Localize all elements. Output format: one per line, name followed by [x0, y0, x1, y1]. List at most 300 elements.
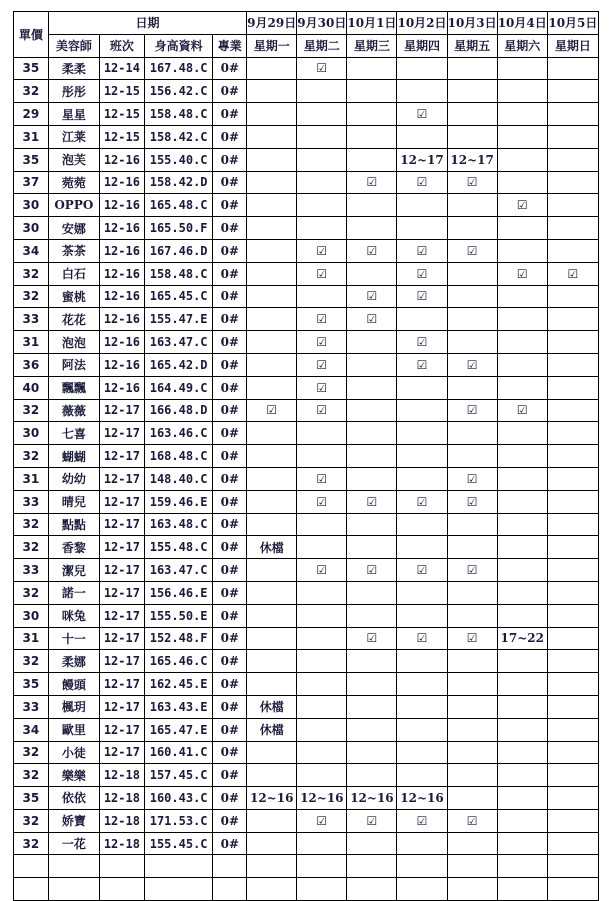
- checkbox-checked-icon[interactable]: ☑: [397, 559, 447, 582]
- spec-header: 專業: [213, 34, 247, 57]
- day-cell[interactable]: 12~16: [297, 787, 347, 810]
- checkbox-checked-icon[interactable]: ☑: [397, 353, 447, 376]
- day-cell[interactable]: [447, 741, 497, 764]
- day-cell[interactable]: [547, 604, 598, 627]
- day-cell[interactable]: [247, 673, 297, 696]
- checkbox-checked-icon[interactable]: ☑: [397, 490, 447, 513]
- day-cell[interactable]: [547, 80, 598, 103]
- day-cell[interactable]: [297, 445, 347, 468]
- day-cell[interactable]: [547, 627, 598, 650]
- day-cell[interactable]: [347, 536, 397, 559]
- day-cell[interactable]: [247, 308, 297, 331]
- day-cell[interactable]: [547, 513, 598, 536]
- day-cell[interactable]: [497, 490, 547, 513]
- day-cell[interactable]: [547, 125, 598, 148]
- day-cell[interactable]: [397, 832, 447, 855]
- day-cell[interactable]: [247, 331, 297, 354]
- day-cell[interactable]: 休檔: [247, 536, 297, 559]
- day-cell[interactable]: [497, 171, 547, 194]
- day-cell[interactable]: [497, 764, 547, 787]
- day-cell[interactable]: [247, 217, 297, 240]
- day-cell[interactable]: [347, 103, 397, 126]
- day-cell[interactable]: [447, 536, 497, 559]
- day-cell[interactable]: [297, 285, 347, 308]
- day-cell[interactable]: [547, 536, 598, 559]
- checkbox-checked-icon[interactable]: ☑: [297, 239, 347, 262]
- day-cell[interactable]: [347, 331, 397, 354]
- day-cell[interactable]: [547, 718, 598, 741]
- checkbox-checked-icon[interactable]: ☑: [297, 57, 347, 80]
- empty-row: [14, 855, 599, 878]
- day-cell[interactable]: [247, 741, 297, 764]
- day-cell[interactable]: [347, 194, 397, 217]
- day-cell[interactable]: [297, 627, 347, 650]
- day-cell[interactable]: [447, 376, 497, 399]
- day-cell[interactable]: [247, 80, 297, 103]
- day-cell[interactable]: [497, 787, 547, 810]
- day-cell[interactable]: [447, 125, 497, 148]
- checkbox-checked-icon[interactable]: ☑: [397, 809, 447, 832]
- day-cell[interactable]: [447, 718, 497, 741]
- empty-cell[interactable]: [247, 855, 297, 878]
- day-cell[interactable]: [297, 171, 347, 194]
- empty-cell[interactable]: [213, 878, 247, 901]
- empty-cell[interactable]: [14, 855, 49, 878]
- day-cell[interactable]: [297, 581, 347, 604]
- day-cell[interactable]: [347, 513, 397, 536]
- empty-cell[interactable]: [547, 855, 598, 878]
- day-cell[interactable]: [547, 764, 598, 787]
- day-cell[interactable]: [247, 103, 297, 126]
- day-cell[interactable]: [397, 718, 447, 741]
- day-cell[interactable]: [247, 832, 297, 855]
- day-cell[interactable]: [297, 103, 347, 126]
- table-row: [14, 148, 599, 171]
- day-cell[interactable]: [397, 399, 447, 422]
- day-cell[interactable]: [347, 581, 397, 604]
- day-cell[interactable]: 休檔: [247, 718, 297, 741]
- day-cell[interactable]: [347, 422, 397, 445]
- day-cell[interactable]: [297, 148, 347, 171]
- day-cell[interactable]: [547, 194, 598, 217]
- day-cell[interactable]: [547, 422, 598, 445]
- day-cell[interactable]: [547, 445, 598, 468]
- spec-cell: 0#: [213, 422, 247, 445]
- day-cell[interactable]: [497, 148, 547, 171]
- empty-cell[interactable]: [144, 855, 213, 878]
- checkbox-checked-icon[interactable]: ☑: [447, 239, 497, 262]
- day-cell[interactable]: [447, 262, 497, 285]
- checkbox-checked-icon[interactable]: ☑: [497, 262, 547, 285]
- day-cell[interactable]: [347, 80, 397, 103]
- day-cell[interactable]: [247, 559, 297, 582]
- empty-cell[interactable]: [297, 855, 347, 878]
- checkbox-checked-icon[interactable]: ☑: [497, 194, 547, 217]
- empty-cell[interactable]: [497, 878, 547, 901]
- day-cell[interactable]: [497, 467, 547, 490]
- empty-cell[interactable]: [347, 878, 397, 901]
- day-cell[interactable]: [347, 399, 397, 422]
- day-cell[interactable]: [247, 285, 297, 308]
- day-cell[interactable]: [297, 422, 347, 445]
- day-cell[interactable]: [547, 285, 598, 308]
- name-cell: 柔柔: [48, 57, 99, 80]
- empty-cell[interactable]: [397, 878, 447, 901]
- day-cell[interactable]: [297, 80, 347, 103]
- day-cell[interactable]: [347, 467, 397, 490]
- checkbox-checked-icon[interactable]: ☑: [347, 809, 397, 832]
- day-cell[interactable]: [547, 809, 598, 832]
- day-cell[interactable]: [247, 353, 297, 376]
- day-cell[interactable]: [247, 650, 297, 673]
- checkbox-checked-icon[interactable]: ☑: [447, 171, 497, 194]
- checkbox-checked-icon[interactable]: ☑: [297, 399, 347, 422]
- spec-cell: 0#: [213, 787, 247, 810]
- day-cell[interactable]: [397, 376, 447, 399]
- name-cell: 晴兒: [48, 490, 99, 513]
- day-cell[interactable]: [297, 536, 347, 559]
- checkbox-checked-icon[interactable]: ☑: [347, 627, 397, 650]
- day-cell[interactable]: [547, 787, 598, 810]
- checkbox-checked-icon[interactable]: ☑: [397, 171, 447, 194]
- day-cell[interactable]: [397, 581, 447, 604]
- day-cell[interactable]: 休檔: [247, 695, 297, 718]
- name-cell: 一花: [48, 832, 99, 855]
- day-cell[interactable]: [547, 673, 598, 696]
- day-cell[interactable]: [547, 239, 598, 262]
- day-cell[interactable]: [497, 445, 547, 468]
- weekday-header-3: 星期四: [397, 34, 447, 57]
- day-cell[interactable]: [397, 695, 447, 718]
- day-cell[interactable]: [347, 262, 397, 285]
- empty-cell[interactable]: [447, 878, 497, 901]
- checkbox-checked-icon[interactable]: ☑: [447, 399, 497, 422]
- day-cell[interactable]: [247, 422, 297, 445]
- price-cell: 32: [14, 536, 49, 559]
- day-cell[interactable]: [347, 148, 397, 171]
- day-cell[interactable]: [447, 285, 497, 308]
- day-cell[interactable]: [447, 80, 497, 103]
- day-cell[interactable]: [397, 764, 447, 787]
- day-cell[interactable]: [297, 832, 347, 855]
- price-cell: 35: [14, 57, 49, 80]
- day-cell[interactable]: [397, 741, 447, 764]
- day-cell[interactable]: [447, 57, 497, 80]
- spec-cell: 0#: [213, 308, 247, 331]
- day-cell[interactable]: [247, 445, 297, 468]
- day-cell[interactable]: [247, 490, 297, 513]
- day-cell[interactable]: [547, 467, 598, 490]
- date-header: 日期: [48, 12, 246, 35]
- empty-cell[interactable]: [397, 855, 447, 878]
- day-cell[interactable]: [347, 695, 397, 718]
- checkbox-checked-icon[interactable]: ☑: [397, 627, 447, 650]
- class-cell: 12-15: [99, 103, 144, 126]
- day-cell[interactable]: [497, 57, 547, 80]
- day-cell[interactable]: [247, 148, 297, 171]
- empty-cell[interactable]: [297, 878, 347, 901]
- checkbox-checked-icon[interactable]: ☑: [297, 490, 347, 513]
- day-cell[interactable]: [347, 718, 397, 741]
- day-cell[interactable]: [497, 422, 547, 445]
- day-cell[interactable]: [497, 581, 547, 604]
- empty-cell[interactable]: [144, 878, 213, 901]
- day-cell[interactable]: [347, 764, 397, 787]
- empty-cell[interactable]: [213, 855, 247, 878]
- day-cell[interactable]: 17~22: [497, 627, 547, 650]
- day-cell[interactable]: [547, 832, 598, 855]
- empty-cell[interactable]: [497, 855, 547, 878]
- empty-cell[interactable]: [247, 878, 297, 901]
- day-cell[interactable]: [497, 308, 547, 331]
- checkbox-checked-icon[interactable]: ☑: [347, 285, 397, 308]
- day-cell[interactable]: [297, 513, 347, 536]
- body-data-cell: 148.40.C: [144, 467, 213, 490]
- day-cell[interactable]: [347, 650, 397, 673]
- checkbox-checked-icon[interactable]: ☑: [447, 559, 497, 582]
- day-cell[interactable]: 12~16: [397, 787, 447, 810]
- day-cell[interactable]: [447, 217, 497, 240]
- checkbox-checked-icon[interactable]: ☑: [397, 262, 447, 285]
- day-cell[interactable]: [397, 217, 447, 240]
- day-cell[interactable]: [247, 171, 297, 194]
- table-row: [14, 604, 599, 627]
- day-cell[interactable]: [397, 467, 447, 490]
- day-cell[interactable]: [547, 353, 598, 376]
- day-cell[interactable]: [397, 673, 447, 696]
- day-cell[interactable]: [547, 103, 598, 126]
- day-cell[interactable]: [547, 399, 598, 422]
- day-cell[interactable]: [397, 80, 447, 103]
- day-cell[interactable]: [547, 331, 598, 354]
- table-row: [14, 353, 599, 376]
- day-cell[interactable]: [397, 536, 447, 559]
- day-cell[interactable]: [447, 422, 497, 445]
- checkbox-checked-icon[interactable]: ☑: [547, 262, 598, 285]
- day-cell[interactable]: [547, 559, 598, 582]
- day-cell[interactable]: [547, 695, 598, 718]
- day-cell[interactable]: [297, 604, 347, 627]
- day-cell[interactable]: [247, 581, 297, 604]
- day-cell[interactable]: 12~16: [347, 787, 397, 810]
- day-cell[interactable]: [347, 832, 397, 855]
- checkbox-checked-icon[interactable]: ☑: [447, 353, 497, 376]
- body-data-cell: 168.48.C: [144, 445, 213, 468]
- name-cell: 七喜: [48, 422, 99, 445]
- checkbox-checked-icon[interactable]: ☑: [297, 262, 347, 285]
- day-cell[interactable]: [447, 194, 497, 217]
- checkbox-checked-icon[interactable]: ☑: [397, 239, 447, 262]
- day-cell[interactable]: [547, 57, 598, 80]
- day-cell[interactable]: [247, 764, 297, 787]
- day-cell[interactable]: [447, 581, 497, 604]
- day-cell[interactable]: [447, 787, 497, 810]
- checkbox-checked-icon[interactable]: ☑: [347, 559, 397, 582]
- day-cell[interactable]: [547, 171, 598, 194]
- day-cell[interactable]: [297, 695, 347, 718]
- day-cell[interactable]: [247, 604, 297, 627]
- checkbox-checked-icon[interactable]: ☑: [447, 467, 497, 490]
- checkbox-checked-icon[interactable]: ☑: [397, 285, 447, 308]
- day-cell[interactable]: 12~17: [447, 148, 497, 171]
- day-cell[interactable]: [447, 673, 497, 696]
- empty-cell[interactable]: [347, 855, 397, 878]
- day-cell[interactable]: [497, 604, 547, 627]
- spec-cell: 0#: [213, 376, 247, 399]
- checkbox-checked-icon[interactable]: ☑: [297, 331, 347, 354]
- checkbox-checked-icon[interactable]: ☑: [297, 308, 347, 331]
- spec-cell: 0#: [213, 559, 247, 582]
- day-cell[interactable]: [497, 217, 547, 240]
- day-cell[interactable]: [547, 650, 598, 673]
- day-cell[interactable]: [497, 559, 547, 582]
- day-cell[interactable]: [547, 217, 598, 240]
- day-cell[interactable]: [447, 604, 497, 627]
- day-cell[interactable]: [347, 125, 397, 148]
- checkbox-checked-icon[interactable]: ☑: [297, 376, 347, 399]
- day-cell[interactable]: [247, 125, 297, 148]
- checkbox-checked-icon[interactable]: ☑: [397, 331, 447, 354]
- day-cell[interactable]: [447, 513, 497, 536]
- day-cell[interactable]: [397, 57, 447, 80]
- day-cell[interactable]: [297, 650, 347, 673]
- empty-cell[interactable]: [447, 855, 497, 878]
- day-cell[interactable]: [397, 194, 447, 217]
- spec-cell: 0#: [213, 331, 247, 354]
- checkbox-checked-icon[interactable]: ☑: [447, 490, 497, 513]
- checkbox-checked-icon[interactable]: ☑: [297, 353, 347, 376]
- day-cell[interactable]: [297, 764, 347, 787]
- day-cell[interactable]: [497, 103, 547, 126]
- table-row: [14, 718, 599, 741]
- day-cell[interactable]: [297, 217, 347, 240]
- price-cell: 32: [14, 445, 49, 468]
- day-cell[interactable]: [447, 103, 497, 126]
- day-cell[interactable]: [547, 490, 598, 513]
- day-cell[interactable]: [497, 331, 547, 354]
- day-cell[interactable]: [397, 308, 447, 331]
- table-row: [14, 627, 599, 650]
- checkbox-checked-icon[interactable]: ☑: [297, 467, 347, 490]
- day-cell[interactable]: [547, 148, 598, 171]
- empty-cell[interactable]: [99, 855, 144, 878]
- day-cell[interactable]: [247, 239, 297, 262]
- day-cell[interactable]: [447, 650, 497, 673]
- day-cell[interactable]: [497, 718, 547, 741]
- day-cell[interactable]: [447, 764, 497, 787]
- day-cell[interactable]: [347, 57, 397, 80]
- checkbox-checked-icon[interactable]: ☑: [297, 809, 347, 832]
- day-cell[interactable]: [447, 308, 497, 331]
- day-cell[interactable]: [497, 353, 547, 376]
- day-cell[interactable]: [397, 604, 447, 627]
- empty-cell[interactable]: [99, 878, 144, 901]
- day-cell[interactable]: [297, 718, 347, 741]
- price-cell: 32: [14, 650, 49, 673]
- checkbox-checked-icon[interactable]: ☑: [447, 627, 497, 650]
- day-cell[interactable]: [497, 695, 547, 718]
- spec-cell: 0#: [213, 467, 247, 490]
- day-cell[interactable]: [297, 741, 347, 764]
- day-cell[interactable]: [247, 262, 297, 285]
- class-cell: 12-16: [99, 217, 144, 240]
- day-cell[interactable]: [347, 741, 397, 764]
- empty-cell[interactable]: [48, 855, 99, 878]
- day-cell[interactable]: [497, 285, 547, 308]
- day-cell[interactable]: [497, 650, 547, 673]
- day-cell[interactable]: [347, 673, 397, 696]
- day-cell[interactable]: [497, 239, 547, 262]
- day-cell[interactable]: [347, 376, 397, 399]
- day-cell[interactable]: [247, 513, 297, 536]
- day-cell[interactable]: [447, 695, 497, 718]
- checkbox-checked-icon[interactable]: ☑: [347, 171, 397, 194]
- day-cell[interactable]: [247, 809, 297, 832]
- day-cell[interactable]: [447, 445, 497, 468]
- day-cell[interactable]: [497, 741, 547, 764]
- empty-cell[interactable]: [547, 878, 598, 901]
- day-cell[interactable]: [247, 376, 297, 399]
- day-cell[interactable]: [247, 57, 297, 80]
- day-cell[interactable]: [247, 194, 297, 217]
- day-cell[interactable]: [297, 673, 347, 696]
- day-cell[interactable]: [247, 627, 297, 650]
- day-cell[interactable]: 12~16: [247, 787, 297, 810]
- checkbox-checked-icon[interactable]: ☑: [497, 399, 547, 422]
- day-cell[interactable]: [497, 536, 547, 559]
- day-cell[interactable]: [547, 741, 598, 764]
- day-cell[interactable]: [347, 353, 397, 376]
- day-cell[interactable]: [547, 376, 598, 399]
- class-cell: 12-16: [99, 194, 144, 217]
- day-cell[interactable]: [347, 445, 397, 468]
- day-cell[interactable]: [547, 308, 598, 331]
- day-cell[interactable]: [397, 125, 447, 148]
- name-cell: 依依: [48, 787, 99, 810]
- day-cell[interactable]: [497, 125, 547, 148]
- day-cell[interactable]: [397, 445, 447, 468]
- day-cell[interactable]: 12~17: [397, 148, 447, 171]
- day-cell[interactable]: [297, 125, 347, 148]
- day-cell[interactable]: [497, 376, 547, 399]
- checkbox-checked-icon[interactable]: ☑: [297, 559, 347, 582]
- checkbox-checked-icon[interactable]: ☑: [347, 490, 397, 513]
- day-cell[interactable]: [347, 217, 397, 240]
- day-cell[interactable]: [497, 832, 547, 855]
- checkbox-checked-icon[interactable]: ☑: [247, 399, 297, 422]
- empty-cell[interactable]: [14, 878, 49, 901]
- day-cell[interactable]: [347, 604, 397, 627]
- day-cell[interactable]: [447, 331, 497, 354]
- day-cell[interactable]: [547, 581, 598, 604]
- day-cell[interactable]: [397, 650, 447, 673]
- day-cell[interactable]: [447, 832, 497, 855]
- day-cell[interactable]: [497, 673, 547, 696]
- checkbox-checked-icon[interactable]: ☑: [447, 809, 497, 832]
- checkbox-checked-icon[interactable]: ☑: [347, 308, 397, 331]
- day-cell[interactable]: [497, 513, 547, 536]
- checkbox-checked-icon[interactable]: ☑: [397, 103, 447, 126]
- day-cell[interactable]: [497, 80, 547, 103]
- empty-cell[interactable]: [48, 878, 99, 901]
- day-cell[interactable]: [397, 513, 447, 536]
- day-cell[interactable]: [397, 422, 447, 445]
- day-cell[interactable]: [497, 809, 547, 832]
- day-cell[interactable]: [297, 194, 347, 217]
- checkbox-checked-icon[interactable]: ☑: [347, 239, 397, 262]
- body-data-cell: 159.46.E: [144, 490, 213, 513]
- day-cell[interactable]: [247, 467, 297, 490]
